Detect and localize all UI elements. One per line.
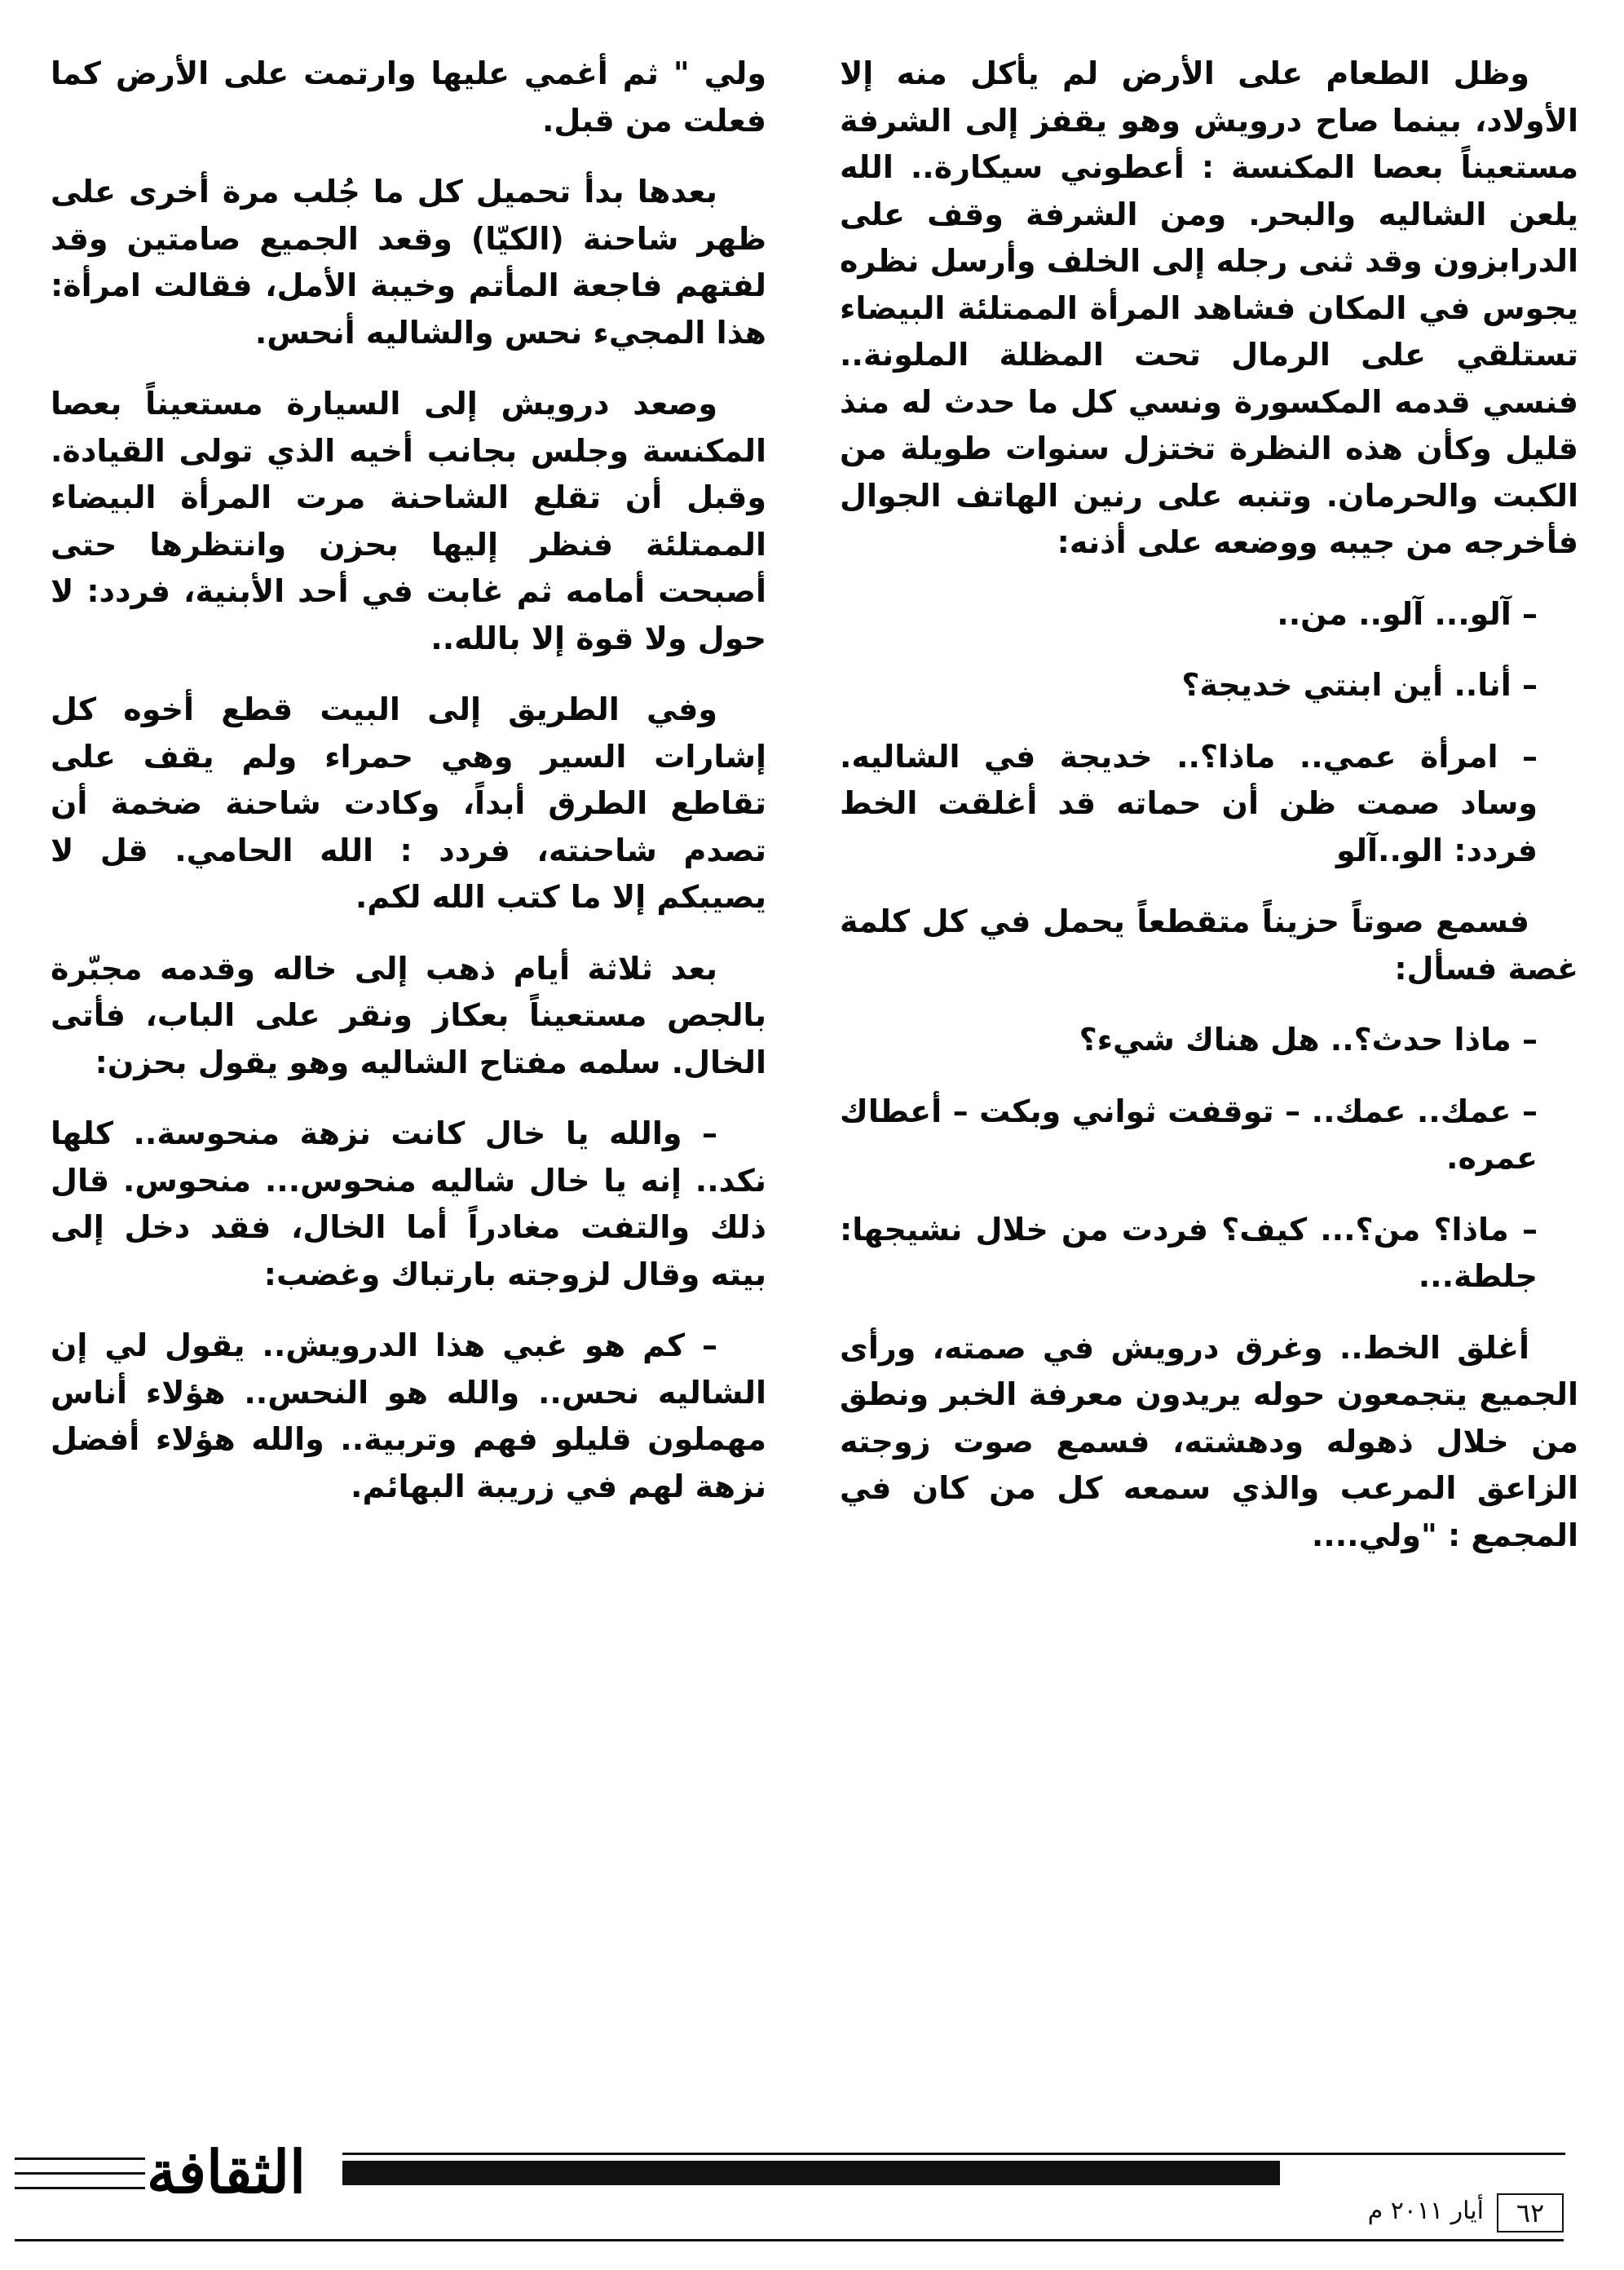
paragraph: – امرأة عمي.. ماذا؟.. خديجة في الشاليه. وساد صمت ظن أن حماته قد أغلقت الخط فردد: الو..آلو (840, 738, 1538, 868)
paragraph: وفي الطريق إلى البيت قطع أخوه كل إشارات السير وهي حمراء ولم يقف على تقاطع الطرق أبداً، وكادت شاحنة ضخمة أن تصدم شاحنته، فردد : الله الحامي. قل لا يصيبكم إلا ما كتب الله لكم. (51, 691, 766, 915)
paragraph: – والله يا خال كانت نزهة منحوسة.. كلها نكد.. إنه يا خال شاليه منحوس... منحوس. قال ذلك والتفت مغادراً أما الخال، فقد دخل إلى بيته وقال لزوجته بارتباك وغضب: (51, 1115, 766, 1292)
right-text-column (840, 51, 1578, 1583)
magazine-logo: الثقافة (147, 2137, 307, 2206)
paragraph: فسمع صوتاً حزيناً متقطعاً يحمل في كل كلمة غصة فسأل: (840, 903, 1578, 987)
left-text-column (51, 51, 766, 1535)
paragraph: – ماذا؟ من؟... كيف؟ فردت من خلال نشيجها: جلطة... (840, 1211, 1538, 1294)
footer-rule-bottom (15, 2239, 1564, 2241)
paragraph: وظل الطعام على الأرض لم يأكل منه إلا الأولاد، بينما صاح درويش وهو يقفز إلى الشرفة مستعيناً بعصا المكنسة : أعطوني سيكارة.. الله يلعن الشاليه والبحر. ومن الشرفة وقف على الدرابزون وقد ثنى رجله إلى الخلف وأرسل نظره يجوس في المكان فشاهد المرأة الممتلئة البيضاء تستلقي على الرمال تحت المظلة الملونة.. فنسي قدمه المكسورة ونسي كل ما حدث له منذ قليل وكأن هذه النظرة تختزل سنوات طويلة من الكبت والحرمان. وتنبه على رنين الهاتف الجوال فأخرجه من جيبه ووضعه على أذنه: (840, 55, 1578, 560)
paragraph: بعد ثلاثة أيام ذهب إلى خاله وقدمه مجبّرة بالجص مستعيناً بعكاز ونقر على الباب، فأتى الخال. سلمه مفتاح الشاليه وهو يقول بحزن: (51, 950, 766, 1080)
paragraph: ولي " ثم أغمي عليها وارتمت على الأرض كما فعلت من قبل. (51, 55, 766, 139)
footer-rule-top (342, 2153, 1565, 2155)
paragraph: – أنا.. أين ابنتي خديجة؟ (1181, 667, 1538, 703)
footer-rule-left-top (15, 2157, 145, 2160)
page-number: ٦٢ (1497, 2193, 1564, 2232)
paragraph: – عمك.. عمك.. – توقفت ثواني وبكت – أعطاك عمره. (840, 1093, 1538, 1176)
paragraph: – ماذا حدث؟.. هل هناك شيء؟ (1079, 1022, 1538, 1058)
footer-rule-left-bottom (15, 2187, 145, 2189)
paragraph: – آلو... آلو.. من.. (1277, 595, 1538, 632)
paragraph: – كم هو غبي هذا الدرويش.. يقول لي إن الشاليه نحس.. والله هو النحس.. هؤلاء أناس مهملون قليلو فهم وتربية.. والله هؤلاء أفضل نزهة لهم في زريبة البهائم. (51, 1327, 766, 1504)
issue-date: أيار ٢٠١١ م (1367, 2197, 1484, 2225)
paragraph: أغلق الخط.. وغرق درويش في صمته، ورأى الجميع يتجمعون حوله يريدون معرفة الخبر ونطق من خلال ذهوله ودهشته، فسمع صوت زوجته الزاعق المرعب والذي سمعه كل من كان في المجمع : "ولي.... (840, 1329, 1578, 1553)
footer-thick-bar (342, 2161, 1280, 2185)
paragraph: بعدها بدأ تحميل كل ما جُلب مرة أخرى على ظهر شاحنة (الكيّا) وقعد الجميع صامتين وقد لفتهم فاجعة المأتم وخيبة الأمل، فقالت امرأة: هذا المجيء نحس والشاليه أنحس. (51, 174, 766, 351)
paragraph: وصعد درويش إلى السيارة مستعيناً بعصا المكنسة وجلس بجانب أخيه الذي تولى القيادة. وقبل أن تقلع الشاحنة مرت المرأة البيضاء الممتلئة فنظر إليها بحزن وانتظرها حتى أصبحت أمامه ثم غابت في أحد الأبنية، فردد: لا حول ولا قوة إلا بالله.. (51, 386, 766, 656)
footer-rule-left-mid (15, 2172, 145, 2175)
